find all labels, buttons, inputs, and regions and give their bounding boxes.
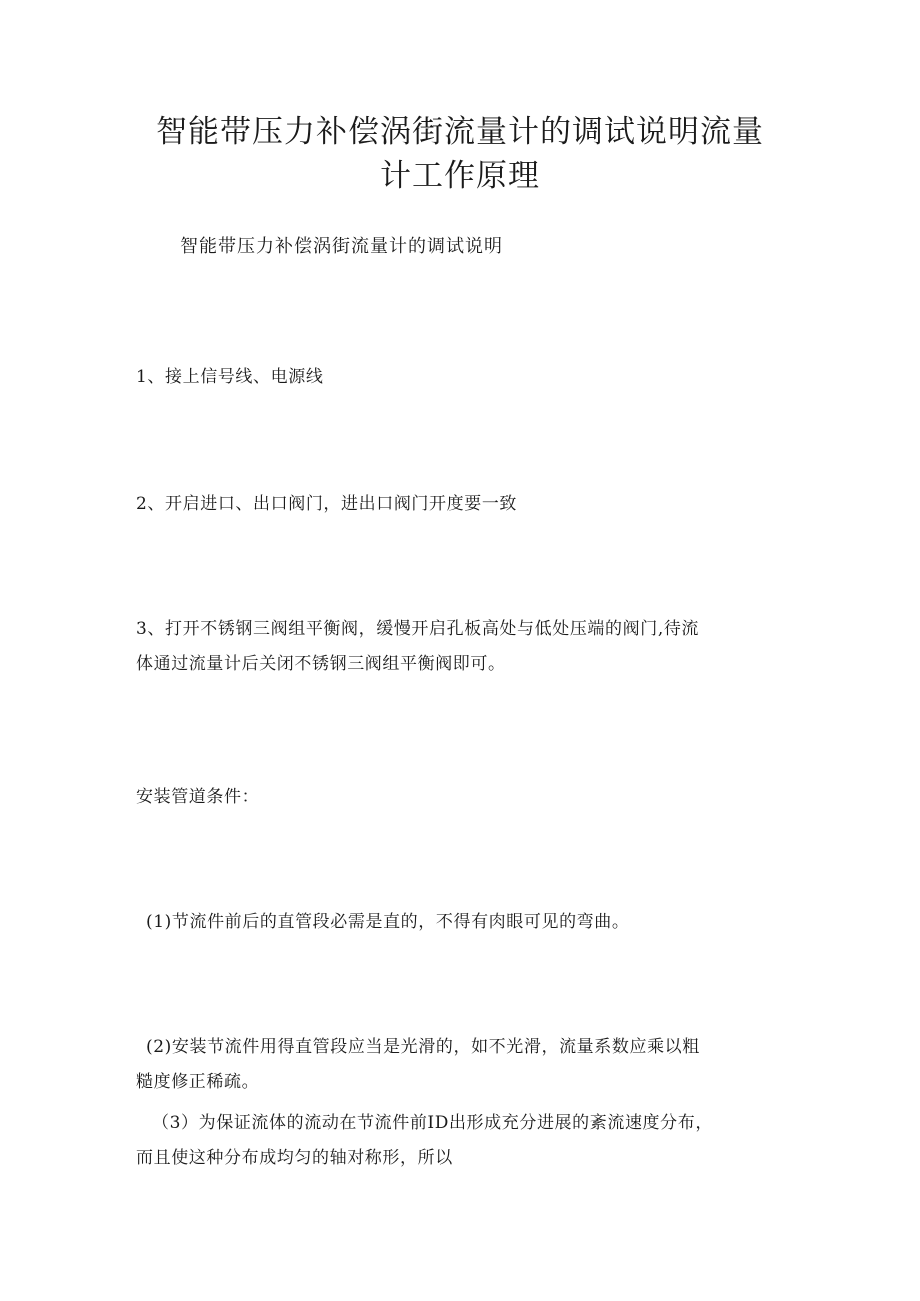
condition-2-line-1: (2)安装节流件用得直管段应当是光滑的，如不光滑，流量系数应乘以粗: [146, 1037, 700, 1057]
paragraph-step-3-line-1: 3、打开不锈钢三阀组平衡阀，缓慢开启孔板高处与低处压端的阀门,待流: [136, 619, 700, 639]
paragraph-step-1: 1、接上信号线、电源线: [136, 367, 324, 387]
condition-2-line-2: 糙度修正稀疏。: [136, 1072, 260, 1092]
condition-3-line-2: 而且使这种分布成均匀的轴对称形，所以: [136, 1148, 453, 1168]
document-title-line-2: 计工作原理: [380, 158, 540, 194]
document-title-line-1: 智能带压力补偿涡街流量计的调试说明流量: [156, 114, 764, 150]
paragraph-step-3-line-2: 体通过流量计后关闭不锈钢三阀组平衡阀即可。: [136, 654, 506, 674]
install-conditions-heading: 安装管道条件：: [136, 787, 260, 807]
condition-3-line-1: （3）为保证流体的流动在节流件前ID出形成充分进展的紊流速度分布，: [152, 1113, 713, 1133]
paragraph-step-2: 2、开启进口、出口阀门，进出口阀门开度要一致: [136, 494, 518, 514]
document-subtitle: 智能带压力补偿涡街流量计的调试说明: [180, 236, 503, 257]
condition-1: (1)节流件前后的直管段必需是直的，不得有肉眼可见的弯曲。: [146, 912, 630, 932]
